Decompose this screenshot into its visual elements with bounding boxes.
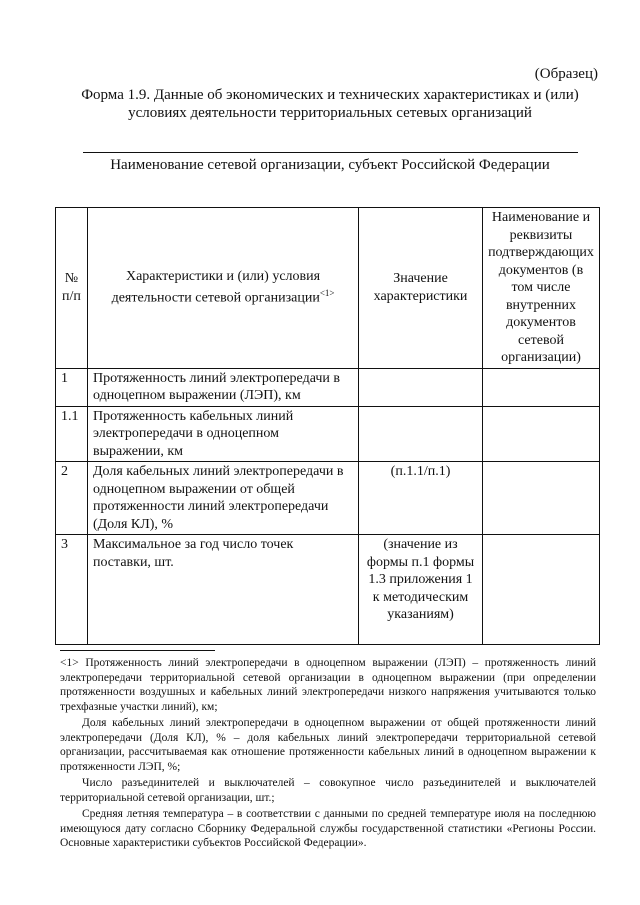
row-num: 2 [56,462,88,535]
form-title-line1: Форма 1.9. Данные об экономических и технических характеристиках и (или) [81,87,579,103]
row-characteristic: Максимальное за год число точек поставки, шт. [87,535,358,645]
row-characteristic: Доля кабельных линий электропередачи в одноцепном выражении от общей протяженности линий электропередачи (Доля КЛ), % [87,462,358,535]
org-name-fill-line [83,152,578,153]
footnotes [60,656,596,853]
footnote-4: Средняя летняя температура – в соответствии с данными по средней температуре июля на последнюю имеющуюся дату согласно Сборнику Федеральной службы государственной статистики «Регионы России. Основные характеристики субъектов Российской Федерации». [60,808,596,849]
row-documents [482,368,599,406]
row-value [359,406,483,462]
table-row [56,462,600,535]
footnote-2: Доля кабельных линий электропередачи в одноцепном выражении от общей протяженности линий электропередачи (Доля КЛ), % – доля кабельных линий электропередачи территориальной сетевой организации, рассчитываемая как отношение протяженности кабельных линий в одноцепном выражении к протяженности ЛЭП, %; [60,717,596,773]
header-characteristic [87,208,358,369]
footnote-ref: <1> [319,288,335,299]
footnote-3: Число разъединителей и выключателей – совокупное число разъединителей и выключателей территориальной сетевой организации, шт.; [60,777,596,804]
table-row [56,368,600,406]
header-characteristic-text: Характеристики и (или) условия деятельности сетевой организации [111,268,321,307]
header-documents: Наименование и реквизиты подтверждающих документов (в том числе внутренних документов сетевой организации) [482,208,599,369]
header-value: Значение характеристики [359,208,483,369]
org-name-caption: Наименование сетевой организации, субъект Российской Федерации [110,157,550,173]
row-value: (п.1.1/п.1) [359,462,483,535]
row-value: (значение из формы п.1 формы 1.3 приложения 1 к методическим указаниям) [359,535,483,645]
header-num-line2: п/п [62,288,81,304]
row-num: 1.1 [56,406,88,462]
row-num: 1 [56,368,88,406]
row-documents [482,535,599,645]
row-characteristic: Протяженность кабельных линий электропередачи в одноцепном выражении, км [87,406,358,462]
table-row [56,406,600,462]
characteristics-table [55,207,600,645]
footnote-separator [60,650,215,651]
table-row [56,535,600,645]
row-num: 3 [56,535,88,645]
footnote-1: <1> Протяженность линий электропередачи в одноцепном выражении (ЛЭП) – протяженность линий электропередачи территориальной сетевой организации в одноцепном выражении (при определении протяженности воздушных и кабельных линий электропередачи низкого напряжения учитываются только трехфазные участки линий), км; [60,657,596,713]
row-documents [482,462,599,535]
form-title [60,86,600,122]
header-num-line1: № [64,271,79,287]
sample-label: (Образец) [534,66,598,82]
row-documents [482,406,599,462]
table-header-row [56,208,600,369]
header-num [56,208,88,369]
form-title-line2: условиях деятельности территориальных сетевых организаций [128,105,532,121]
row-characteristic: Протяженность линий электропередачи в одноцепном выражении (ЛЭП), км [87,368,358,406]
row-value [359,368,483,406]
